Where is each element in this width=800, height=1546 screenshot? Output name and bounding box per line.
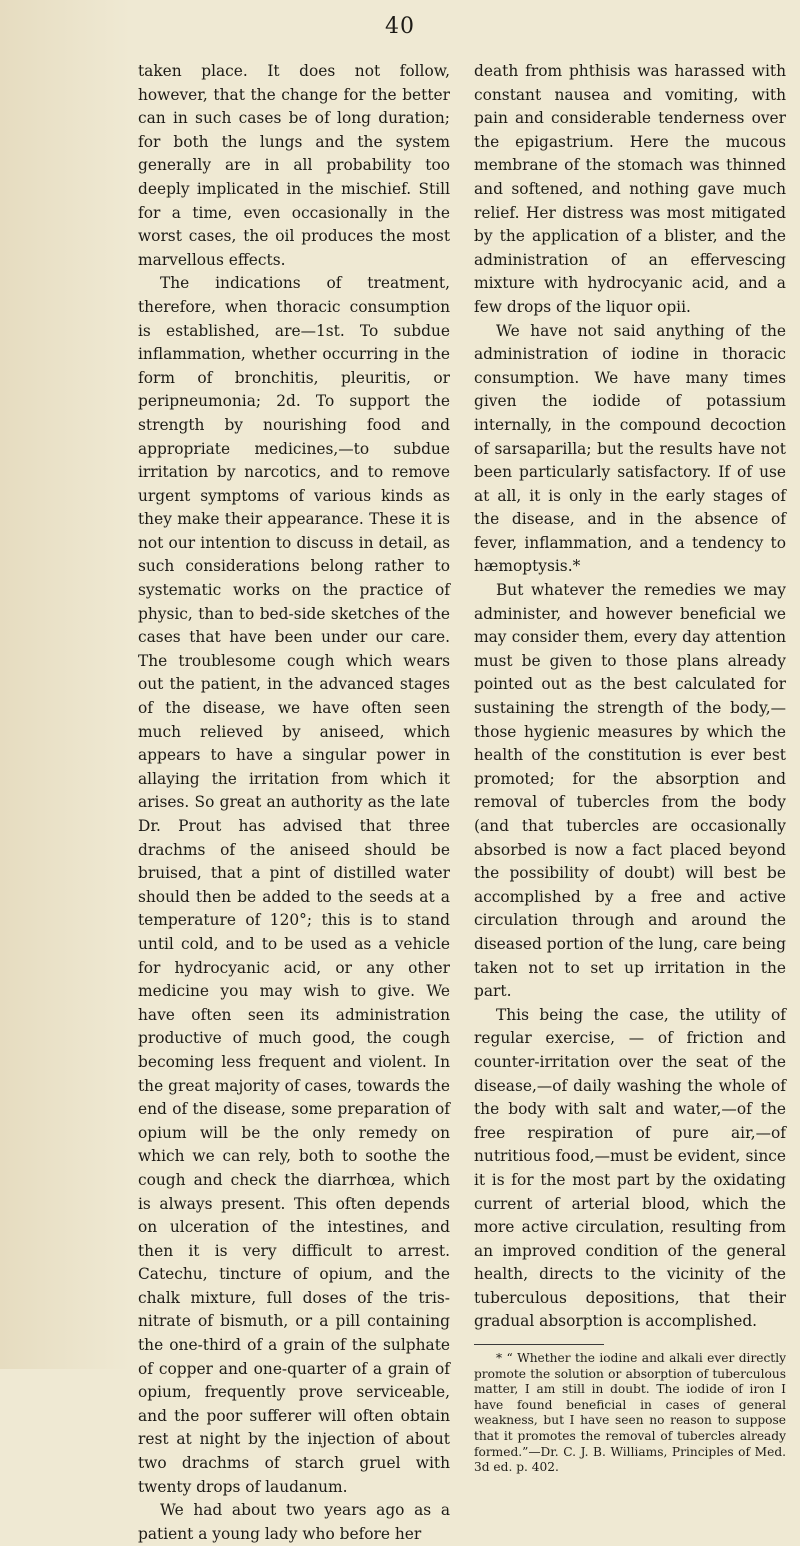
- paragraph: death from phthisis was harassed with constant nausea and vomiting, with pain and considerable tenderness over the epigastrium. Here the mucous membrane of the stomach was thinned and softened, and nothing gave much relief. Her distress was most mitigated by the application of a blister, and the administration of an effervescing mixture with hydrocyanic acid, and a few drops of the liquor opii.: [474, 62, 786, 316]
- paragraph: The indications of treatment, therefore, when thoracic consumption is established, are—1st. To subdue inflammation, whether occurring in the form of bronchitis, pleuritis, or peripneumonia; 2d. To support the strength by nourishing food and appropriate medicines,—to subdue irritation by narcotics, and to remove urgent symptoms of various kinds as they make their appearance. These it is not our intention to discuss in detail, as such considerations belong rather to systematic works on the practice of physic, than to bed-side sketches of the cases that have been under our care. The troublesome cough which wears out the patient, in the advanced stages of the disease, we have often seen much relieved by aniseed, which appears to have a singular power in allaying the irritation from which it arises. So great an authority as the late Dr. Prout has advised that three drachms of the aniseed should be bruised, that a pint of distilled water should then be added to the seeds at a temperature of 120°; this is to stand until cold, and to be used as a vehicle for hydrocyanic acid, or any other medicine you may wish to give. We have often seen its administration productive of much good, the cough becoming less frequent and violent. In the great majority of cases, towards the end of the disease, some preparation of opium will be the only remedy on which we can rely, both to soothe the cough and check the diarrhœa, which is always present. This often depends on ulceration of the intestines, and then it is very difficult to arrest. Catechu, tincture of opium, and the chalk mixture, full doses of the tris-nitrate of bismuth, or a pill containing the one-third of a grain of the sulphate of copper and one-quarter of a grain of opium, frequently prove serviceable, and the poor sufferer will often obtain rest at night by the injection of about two drachms of starch gruel with twenty drops of laudanum.: [138, 274, 450, 1496]
- paragraph: We have not said anything of the administration of iodine in thoracic consumption. We have many times given the iodide of potassium internally, in the compound decoction of sarsaparilla; but the results have not been particularly satisfactory. If of use at all, it is only in the early stages of the disease, and in the absence of fever, inflammation, and a tendency to hæmoptysis.*: [474, 321, 786, 576]
- paragraph: We had about two years ago as a patient a young lady who before her: [138, 1501, 450, 1543]
- page-number: 40: [385, 14, 415, 39]
- right-column: [474, 60, 786, 1476]
- paragraph: This being the case, the utility of regular exercise, — of friction and counter-irritation over the seat of the disease,—of daily washing the whole of the body with salt and water,—of the free respiration of pure air,—of nutritious food,—must be evident, since it is for the most part by the oxidating current of arterial blood, which the more active circulation, resulting from an improved condition of the general health, directs to the vicinity of the tuberculous depositions, that their gradual absorption is accomplished.: [474, 1005, 786, 1331]
- page-edge-shadow: [0, 0, 130, 1369]
- paragraph: But whatever the remedies we may administer, and however beneficial we may consider them, every day attention must be given to those plans already pointed out as the best calculated for sustaining the strength of the body,—those hygienic measures by which the health of the constitution is ever best promoted; for the absorption and removal of tubercles from the body (and that tubercles are occasionally absorbed is now a fact placed beyond the possibility of doubt) will best be accomplished by a free and active circulation through and around the diseased portion of the lung, care being taken not to set up irritation in the part.: [474, 581, 786, 1001]
- paragraph: taken place. It does not follow, however, that the change for the better can in such cases be of long duration; for both the lungs and the system generally are in all probability too deeply implicated in the mischief. Still for a time, even occasionally in the worst cases, the oil produces the most marvellous effects.: [138, 62, 450, 269]
- left-column: [138, 60, 450, 1546]
- footnote: * “ Whether the iodine and alkali ever directly promote the solution or absorption of tuberculous matter, I am still in doubt. The iodide of iron I have found beneficial in cases of general weakness, but I have seen no reason to suppose that it promotes the removal of tubercles already formed.”—Dr. C. J. B. Williams, Principles of Med. 3d ed. p. 402.: [474, 1351, 786, 1475]
- footnote-rule: [474, 1344, 604, 1345]
